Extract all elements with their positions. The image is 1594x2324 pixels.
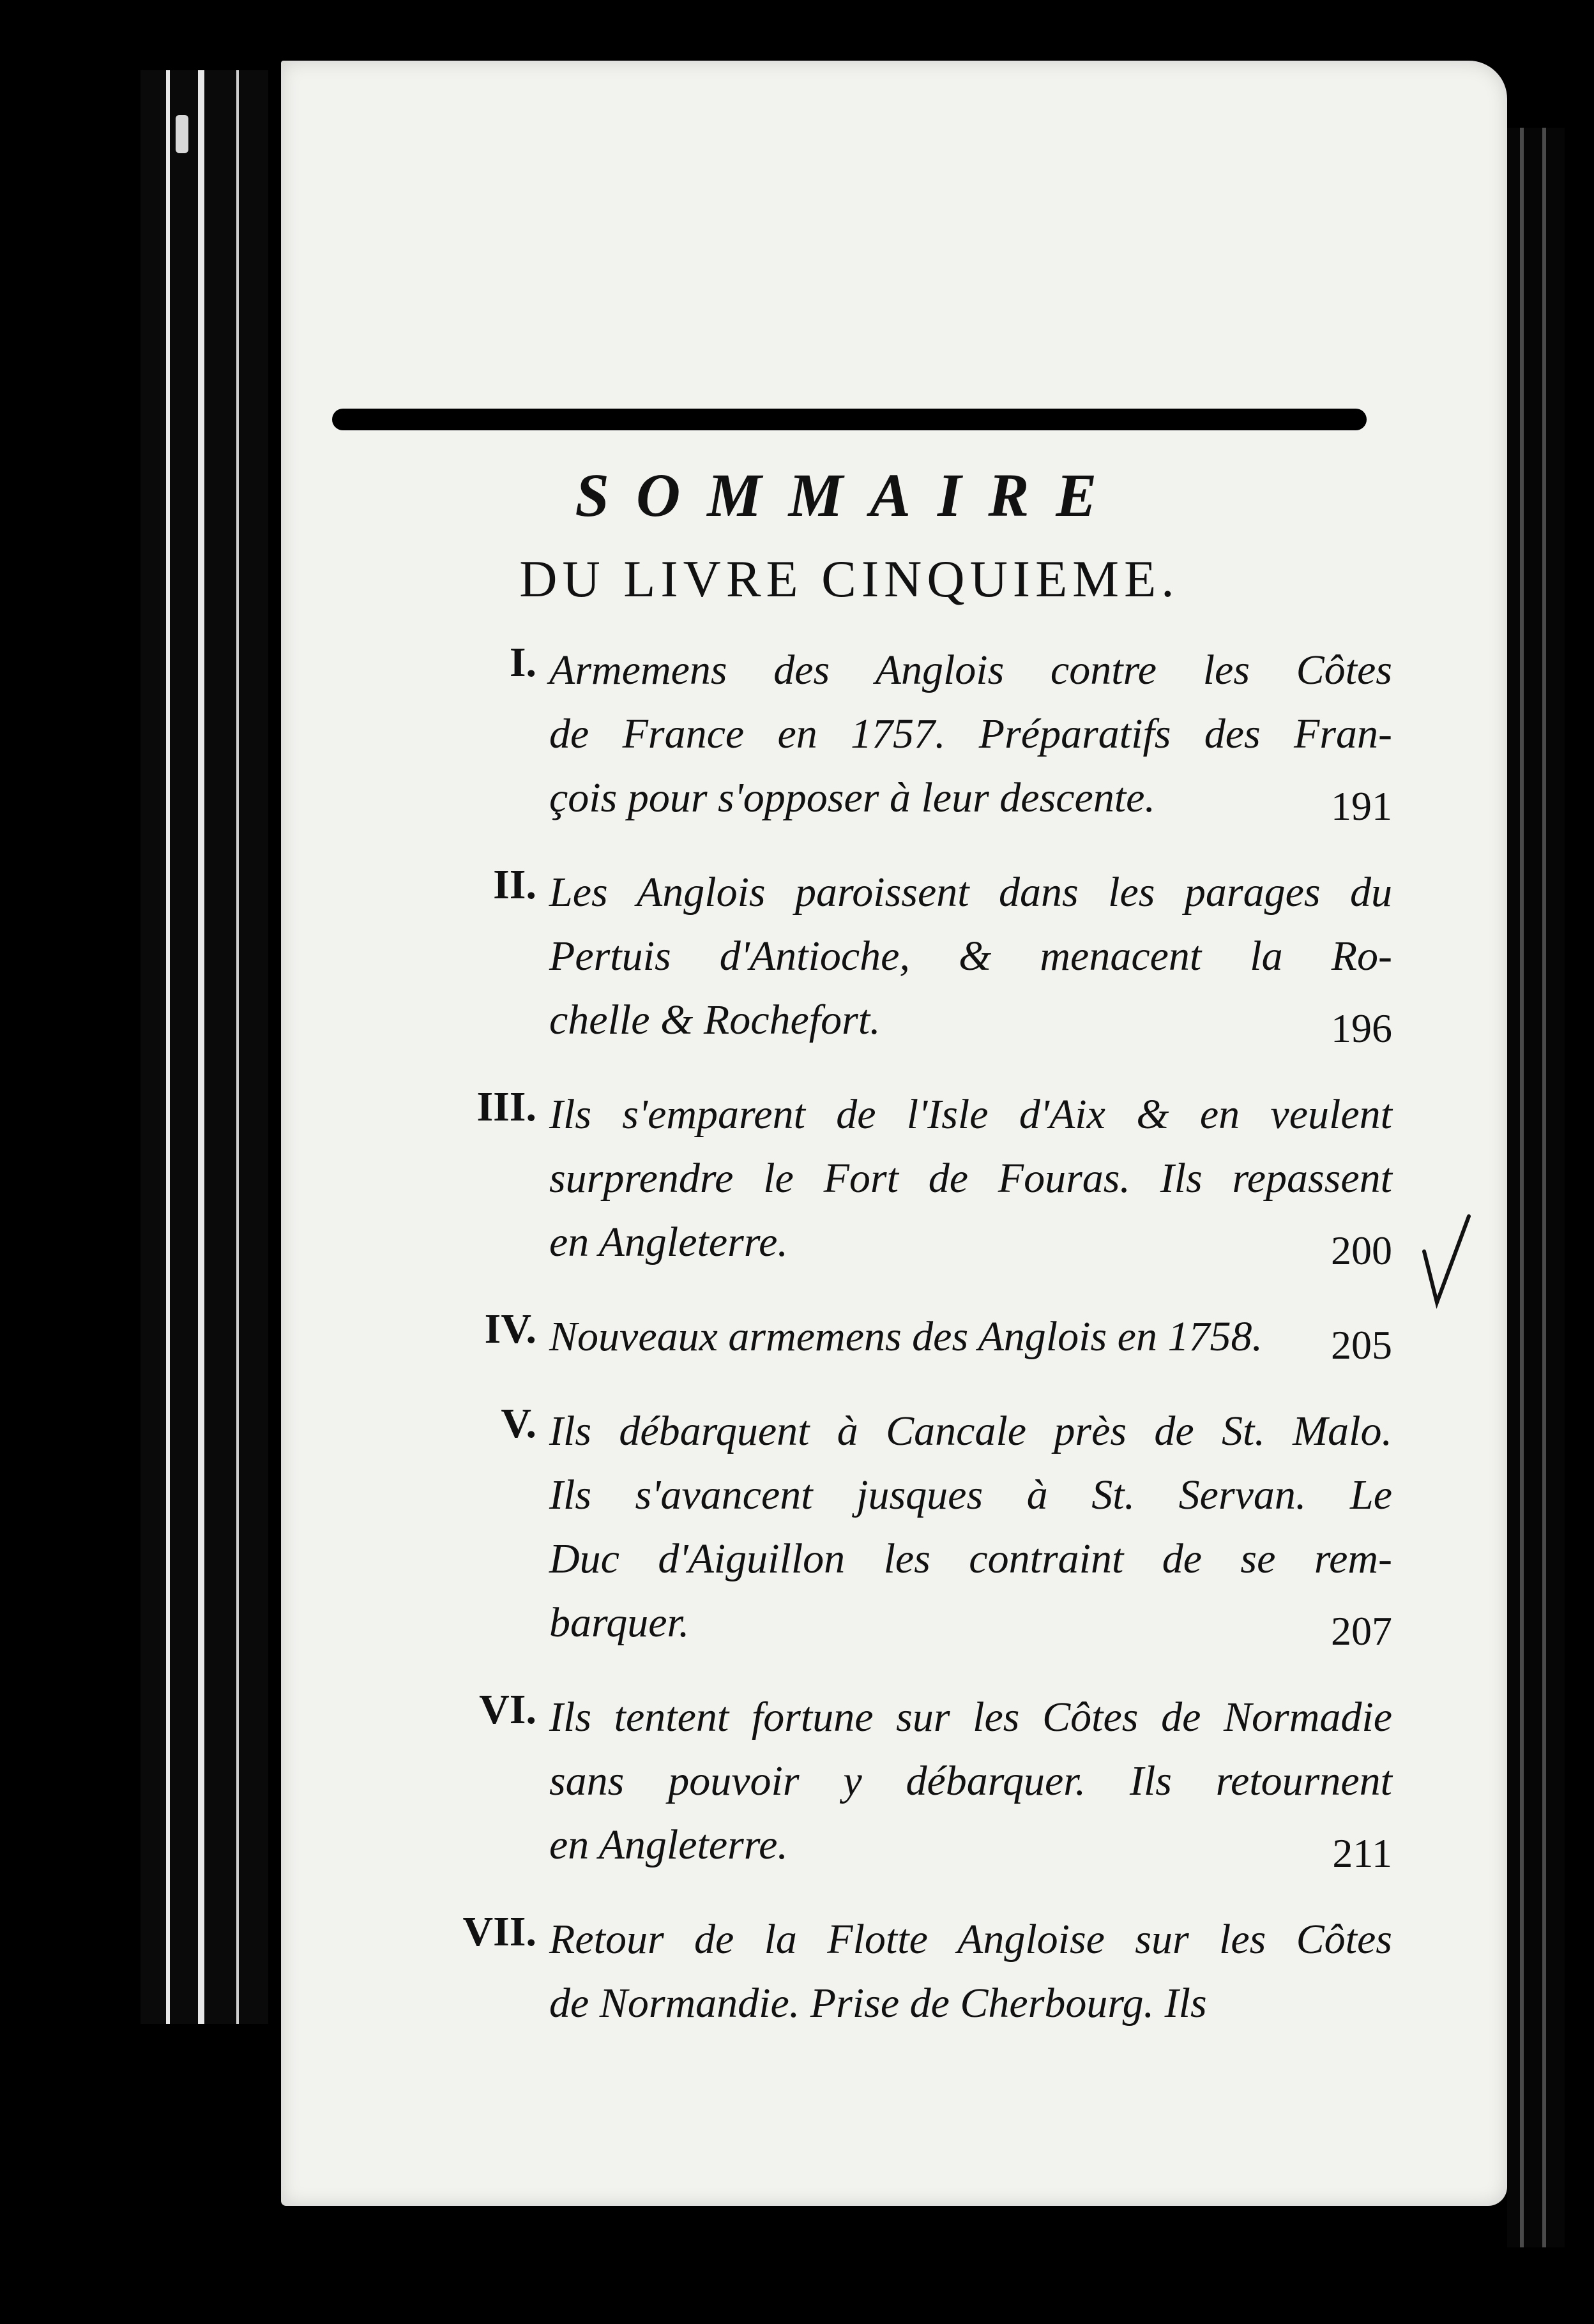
entry-text-line: Pertuis d'Antioche, & menacent la Ro-: [549, 933, 1392, 979]
entry-text-line: sans pouvoir y débarquer. Ils retournent: [549, 1758, 1392, 1804]
page-title: SOMMAIRE: [575, 461, 1124, 529]
entry-text-line: çois pour s'opposer à leur descente.: [549, 774, 1155, 821]
entry-text-line: Duc d'Aiguillon les contraint de se rem-: [549, 1535, 1392, 1582]
entry-text-line: Les Anglois paroissent dans les parages du: [549, 869, 1392, 916]
entry-text-line: Retour de la Flotte Angloise sur les Côtes: [549, 1916, 1392, 1963]
entry-text-line: Armemens des Anglois contre les Côtes: [549, 647, 1392, 693]
toc-entry: [493, 861, 1392, 1052]
page-edge-stripe: [1520, 128, 1524, 2247]
page-edge-stripe: [1542, 128, 1546, 2247]
page-subtitle: DU LIVRE CINQUIEME.: [519, 550, 1180, 608]
book-spine: [140, 70, 268, 2024]
decorative-rule: [332, 409, 1367, 430]
toc-entry: [501, 1400, 1392, 1655]
entry-text-line: Ils s'emparent de l'Isle d'Aix & en veulent: [549, 1091, 1392, 1138]
handwritten-checkmark: [1418, 1213, 1475, 1309]
entry-text-line: Nouveaux armemens des Anglois en 1758.: [549, 1313, 1263, 1360]
entry-text-line: Ils débarquent à Cancale près de St. Malo.: [549, 1408, 1392, 1454]
spine-edge-line: [236, 70, 239, 2024]
entry-page-number: 196: [1331, 1006, 1392, 1051]
spine-edge-line: [166, 70, 170, 2024]
entry-text-line: Ils s'avancent jusques à St. Servan. Le: [549, 1472, 1392, 1518]
toc-entry: [476, 1083, 1392, 1274]
entry-text-line: Ils tentent fortune sur les Côtes de Normadie: [549, 1694, 1392, 1740]
entry-text-line: surprendre le Fort de Fouras. Ils repassent: [549, 1155, 1392, 1202]
spine-edge-line: [198, 70, 204, 2024]
toc-entry: [484, 1305, 1392, 1369]
entry-page-number: 207: [1331, 1608, 1392, 1654]
margin-mark: [176, 115, 188, 153]
entry-page-number: 205: [1331, 1322, 1392, 1368]
toc-entry: [462, 1908, 1392, 2035]
entry-numeral: VI.: [479, 1686, 536, 1733]
entry-numeral: II.: [493, 861, 536, 908]
entry-text-line: en Angleterre.: [549, 1219, 788, 1265]
entry-numeral: IV.: [484, 1306, 536, 1352]
entry-numeral: V.: [501, 1400, 536, 1447]
entry-numeral: III.: [476, 1083, 536, 1130]
entry-numeral: VII.: [462, 1908, 536, 1955]
toc-entry: [479, 1686, 1392, 1877]
entry-text-line: en Angleterre.: [549, 1822, 788, 1868]
entry-page-number: 200: [1331, 1228, 1392, 1273]
entry-text-line: de France en 1757. Préparatifs des Fran-: [549, 711, 1392, 757]
table-of-contents: [462, 638, 1392, 2066]
facing-page-edge: [1507, 128, 1565, 2247]
entry-text-line: chelle & Rochefort.: [549, 997, 881, 1043]
entry-text-line: barquer.: [549, 1599, 690, 1646]
entry-page-number: 211: [1332, 1830, 1392, 1876]
toc-entry: [509, 638, 1392, 830]
entry-text-line: de Normandie. Prise de Cherbourg. Ils: [549, 1980, 1207, 2026]
entry-numeral: I.: [509, 639, 536, 686]
entry-page-number: 191: [1331, 783, 1392, 829]
